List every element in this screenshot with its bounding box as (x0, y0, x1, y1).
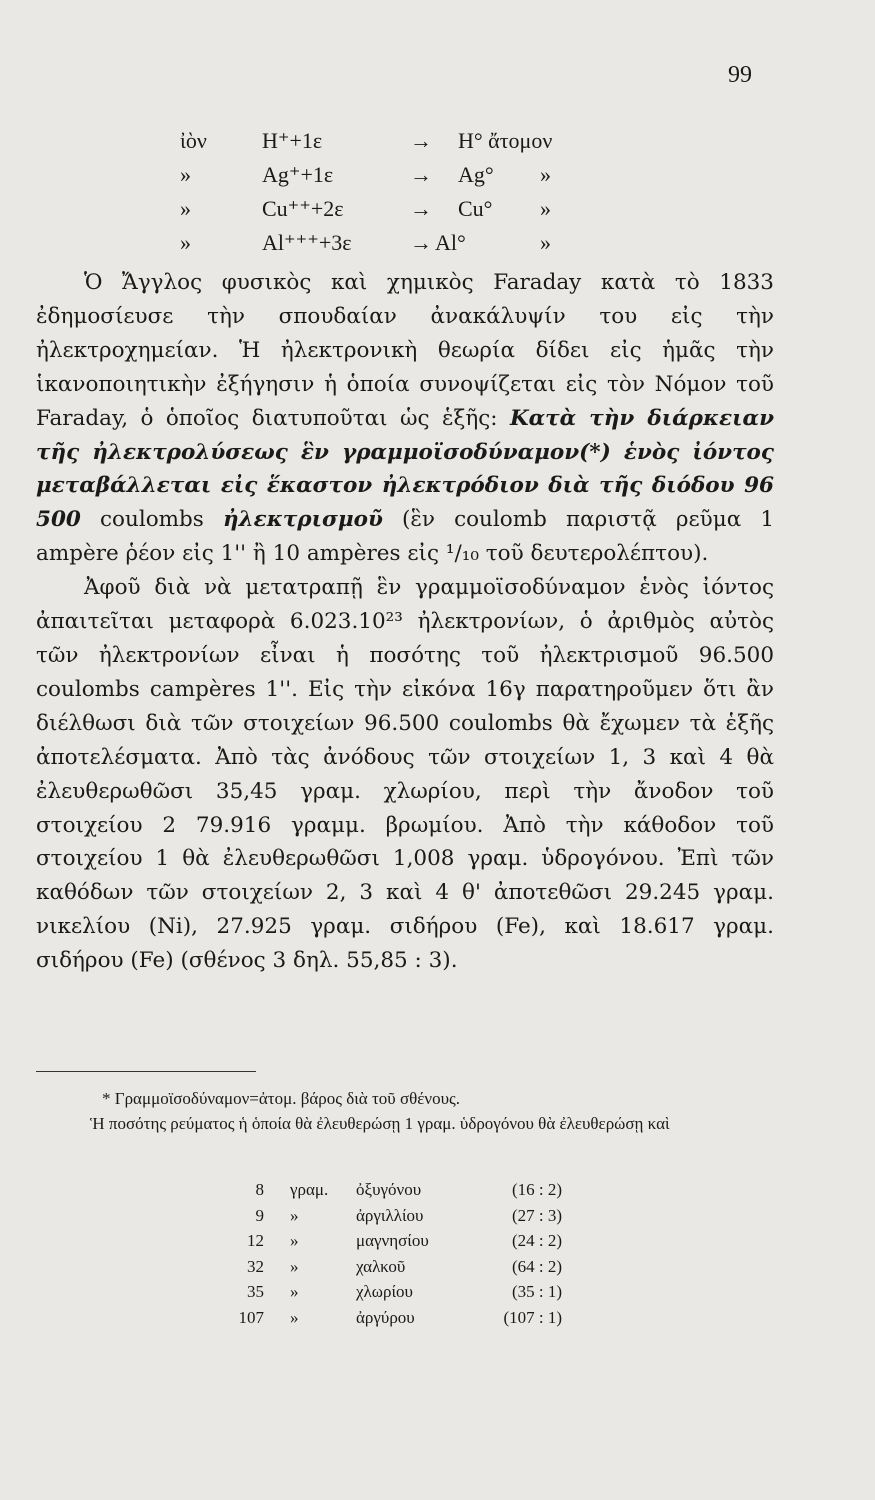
body-text (36, 266, 774, 978)
table-row: 32 » χαλκοῦ (64 : 2) (247, 1256, 562, 1276)
equation-row: » Al⁺⁺⁺+3ε → Al° » (180, 230, 551, 255)
equation-row: » Cu⁺⁺+2ε → Cu° » (180, 196, 551, 221)
electrolysis-paragraph: Ἀφοῦ διὰ νὰ μετατραπῇ ἓν γραμμοϊσοδύναμον ἑνὸς ἰόντος ἀπαιτεῖται μεταφορὰ 6.023.10²³ ἠλεκτρονίων, ὁ ἀριθμὸς αὐτὸς τῶν ἠλεκτρονίων εἶναι ἡ ποσότης τοῦ ἠλεκτρισμοῦ 96.500 coulombs campères 1''. Εἰς τὴν εἰκόνα 16γ παρατηροῦμεν ὅτι ἂν διέλθωσι διὰ τῶν στοιχείων 96.500 coulombs θὰ ἔχωμεν τὰ ἑξῆς ἀποτελέσματα. Ἀπὸ τὰς ἀνόδους τῶν στοιχείων 1, 3 καὶ 4 θὰ ἐλευθερωθῶσι 35,45 γραμ. χλωρίου, περὶ τὴν ἄνοδον τοῦ στοιχείου 2 79.916 γραμμ. βρωμίου. Ἀπὸ τὴν κάθοδον τοῦ στοιχείου 1 θὰ ἐλευθερωθῶσι 1,008 γραμ. ὑδρογόνου. Ἐπὶ τῶν καθόδων τῶν στοιχείων 2, 3 καὶ 4 θ' ἀποτεθῶσι 29.245 γραμ. νικελίου (Ni), 27.925 γραμ. σιδήρου (Fe), καὶ 18.617 γραμ. σιδήρου (Fe) (σθένος 3 δηλ. 55,85 : 3). (36, 575, 774, 974)
equivalents-table (208, 1180, 608, 1333)
page-number: 99 (728, 62, 752, 88)
footnotes (40, 1086, 776, 1136)
ion-equations (180, 128, 630, 264)
footnote-separator (36, 1071, 256, 1072)
table-row: 8 γραμ. ὀξυγόνου (16 : 2) (255, 1180, 562, 1199)
faraday-paragraph: Ὁ Ἄγγλος φυσικὸς καὶ χημικὸς Faraday κατὰ τὸ 1833 ἐδημοσίευσε τὴν σπουδαίαν ἀνακάλυψίν του εἰς τὴν ἠλεκτροχημείαν. Ἡ ἠλεκτρονικὴ θεωρία δίδει εἰς ἡμᾶς τὴν ἱκανοποιητικὴν ἐξήγησιν ἡ ὁποία συνοψίζεται εἰς τὸν Νόμον τοῦ Faraday, ὁ ὁποῖος διατυποῦται ὡς ἑξῆς: Κατὰ τὴν διάρκειαν τῆς ἠλεκτρολύσεως ἓν γραμμοϊσοδύναμον(*) ἑνὸς ἰόντος μεταβάλλεται εἰς ἕκαστον ἠλεκτρόδιον διὰ τῆς διόδου 96 500 coulombs ἠλεκτρισμοῦ (ἓν coulomb παριστᾷ ρεῦμα 1 ampère ῥέον εἰς 1'' ἢ 10 ampères εἰς ¹/₁₀ τοῦ δευτερολέπτου). (36, 270, 774, 567)
equation-row: » Ag⁺+1ε → Ag° » (180, 162, 551, 187)
arrow-icon: → (410, 162, 432, 187)
arrow-icon: → (410, 128, 432, 153)
table-row: 12 » μαγνησίου (24 : 2) (247, 1231, 562, 1250)
equation-row: ἰὸν H⁺+1ε → H° ἄτομον (180, 128, 553, 153)
arrow-icon: → (410, 230, 432, 255)
law-statement: Κατὰ τὴν διάρκειαν τῆς ἠλεκτρολύσεως ἓν γραμμοϊσοδύναμον(*) ἑνὸς ἰόντος μεταβάλλεται εἰς ἕκαστον ἠλεκτρόδιον διὰ τῆς διόδου 96 500 (36, 405, 774, 533)
table-row: 107 » ἀργύρου (107 : 1) (238, 1307, 562, 1327)
arrow-icon: → (410, 196, 432, 221)
table-row: 9 » ἀργιλλίου (27 : 3) (255, 1205, 562, 1225)
table-row: 35 » χλωρίου (35 : 1) (247, 1282, 562, 1301)
footnote-definition: * Γραμμοϊσοδύναμον=ἀτομ. βάρος διὰ τοῦ σθένους. (102, 1089, 460, 1108)
footnote-text: Ἡ ποσότης ρεύματος ἡ ὁποία θὰ ἐλευθερώσῃ 1 γραμ. ὑδρογόνου θὰ ἐλευθερώσῃ καὶ (90, 1114, 670, 1133)
